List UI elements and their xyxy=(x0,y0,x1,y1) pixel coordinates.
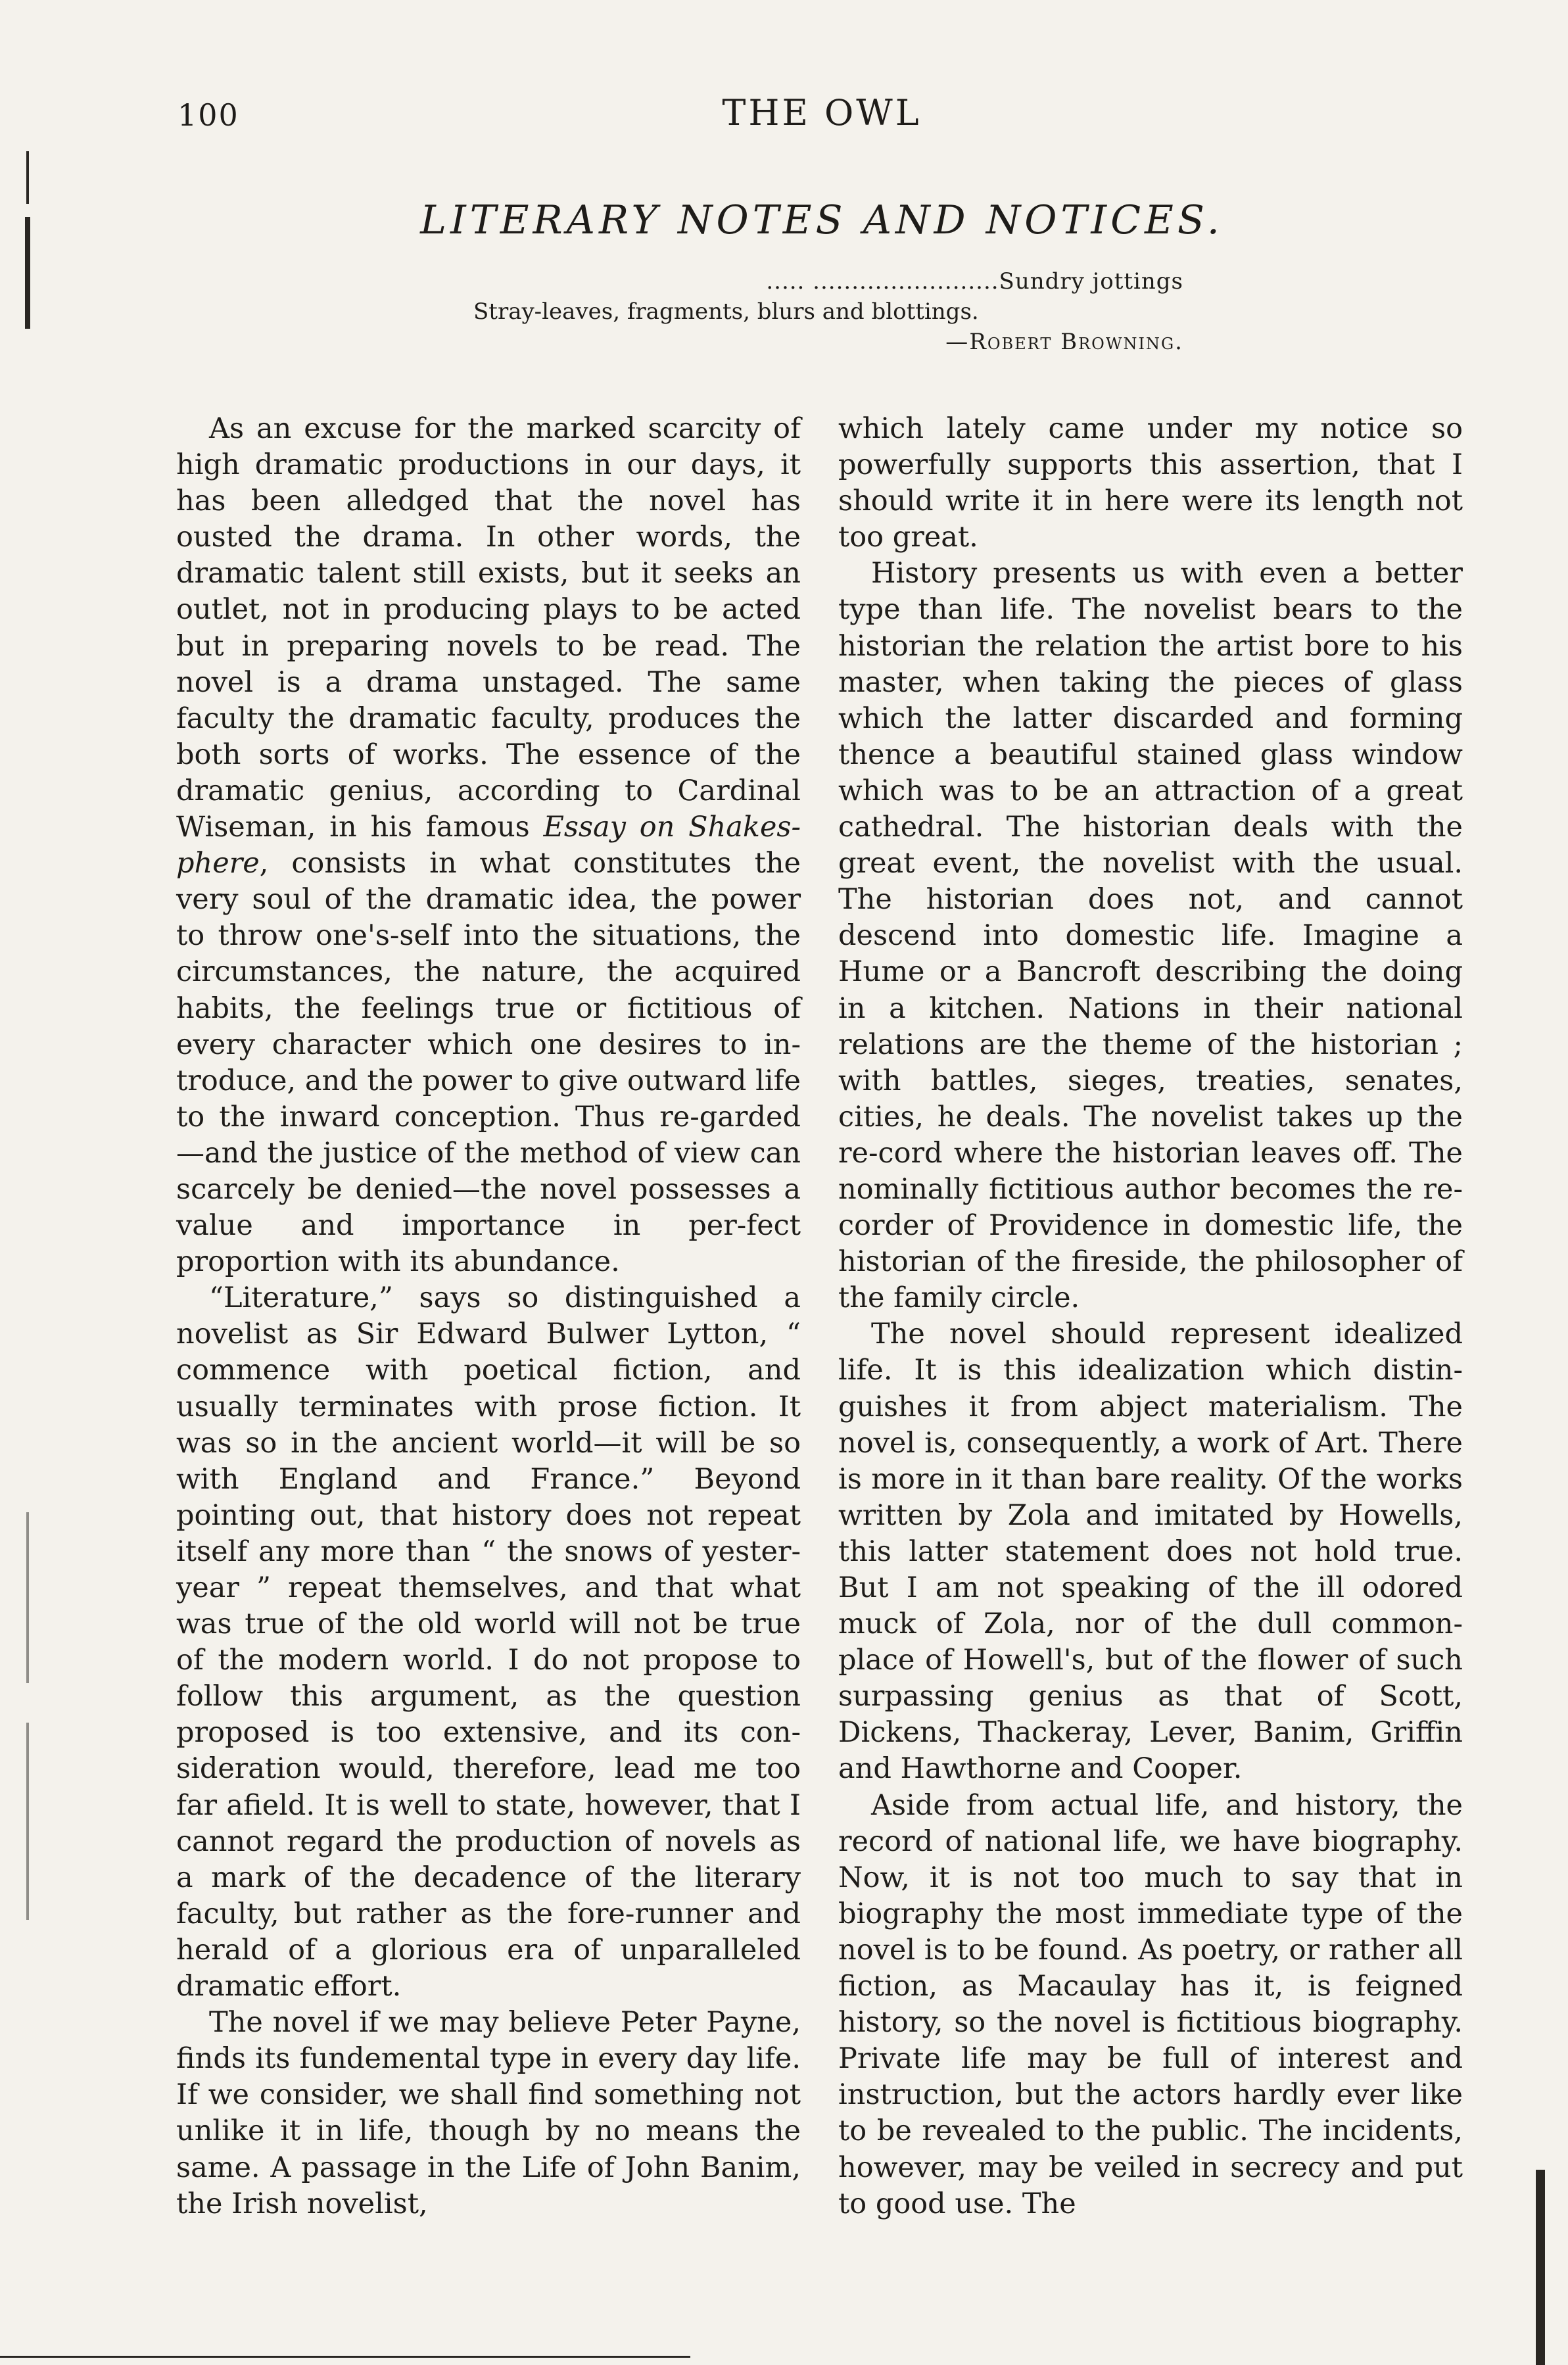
epigraph xyxy=(473,266,1183,357)
paragraph: The novel if we may believe Peter Payne, finds its fundemental type in every day life. If we consider, we shall find something not unlike it in life, though by no means the same. A passage in the Life of John Banim, the Irish novelist, xyxy=(176,2006,801,2220)
left-column xyxy=(176,411,801,2222)
scan-edge-mark xyxy=(26,151,29,204)
epigraph-line-2: Stray-leaves, fragments, blurs and blottings. xyxy=(473,299,979,325)
scan-edge-mark xyxy=(25,217,30,329)
paragraph-text: As an excuse for the marked scarcity of high dramatic productions in our days, it has been alledged that the novel has ousted the drama. In other words, the dramatic talent still exists, but it seeks an outlet, not in producing plays to be acted but in preparing novels to be read. The novel is a drama unstaged. The same faculty the dramatic faculty, produces the both sorts of works. The essence of the dramatic genius, according to Cardinal Wiseman, in his famous xyxy=(176,412,801,844)
running-head xyxy=(178,92,1466,145)
paragraph: History presents us with even a better type than life. The novelist bears to the historian the relation the artist bore to his master, when taking the pieces of glass which the latter discarded and forming thence a beautiful stained glass window which was to be an attraction of a great cathedral. The historian deals with the great event, the novelist with the usual. The historian does not, and cannot descend into domestic life. Imagine a Hume or a Bancroft describing the doing in a kitchen. Nations in their national relations are the theme of the historian ; with battles, sieges, treaties, senates, cities, he deals. The novelist takes up the re-cord where the historian leaves off. The nominally fictitious author becomes the re-corder of Providence in domestic life, the historian of the fireside, the philosopher of the family circle. xyxy=(838,557,1463,1315)
paragraph: which lately came under my notice so powerfully supports this assertion, that I should write it in here were its length not too great. xyxy=(838,412,1463,554)
scan-edge-mark xyxy=(26,1512,29,1683)
scan-edge-mark xyxy=(26,1723,29,1920)
page-number: 100 xyxy=(178,97,239,133)
journal-title: THE OWL xyxy=(722,92,922,133)
essay-title: Essay on Shakes-phere xyxy=(176,811,801,880)
section-title: LITERARY NOTES AND NOTICES. xyxy=(420,197,1224,243)
epigraph-line-1: ..... ........................Sundry jottings xyxy=(766,268,1183,295)
paragraph xyxy=(176,411,801,1280)
scan-bottom-edge xyxy=(0,2356,690,2358)
paragraph: Aside from actual life, and history, the record of national life, we have biography. Now, it is not too much to say that in biography the most immediate type of the novel is to be found. As poetry, or rather all fiction, as Macaulay has it, is feigned history, so the novel is fictitious biography. Private life may be full of interest and instruction, but the actors hardly ever like to be revealed to the public. The incidents, however, may be veiled in secrecy and put to good use. The xyxy=(838,1788,1463,2220)
paragraph: The novel should represent idealized life. It is this idealization which distin-guishes it from abject materialism. The novel is, consequently, a work of Art. There is more in it than bare reality. Of the works written by Zola and imitated by Howells, this latter statement does not hold true. But I am not speaking of the ill odored muck of Zola, nor of the dull common-place of Howell's, but of the flower of such surpassing genius as that of Scott, Dickens, Thackeray, Lever, Banim, Griffin and Hawthorne and Cooper. xyxy=(838,1318,1463,1786)
scan-right-edge xyxy=(1536,2170,1545,2365)
right-column xyxy=(838,411,1463,2222)
epigraph-attribution: —Robert Browning. xyxy=(945,329,1183,355)
paragraph-text: , consists in what constitutes the very soul of the dramatic idea, the power to throw one's-self into the situations, the circumstances, the nature, the acquired habits, the feelings true or fictitious of every character which one desires to in-troduce, and the power to give outward life to the inward conception. Thus re-garded—and the justice of the method of view can scarcely be denied—the novel possesses a value and importance in per-fect proportion with its abundance. xyxy=(176,847,801,1279)
paragraph: “Literature,” says so distinguished a novelist as Sir Edward Bulwer Lytton, “ commence with poetical fiction, and usually terminates with prose fiction. It was so in the ancient world—it will be so with England and France.” Beyond pointing out, that history does not repeat itself any more than “ the snows of yester-year ” repeat themselves, and that what was true of the old world will not be true of the modern world. I do not propose to follow this argument, as the question proposed is too extensive, and its con-sideration would, therefore, lead me too far afield. It is well to state, however, that I cannot regard the production of novels as a mark of the decadence of the literary faculty, but rather as the fore-runner and herald of a glorious era of unparalleled dramatic effort. xyxy=(176,1281,801,2003)
